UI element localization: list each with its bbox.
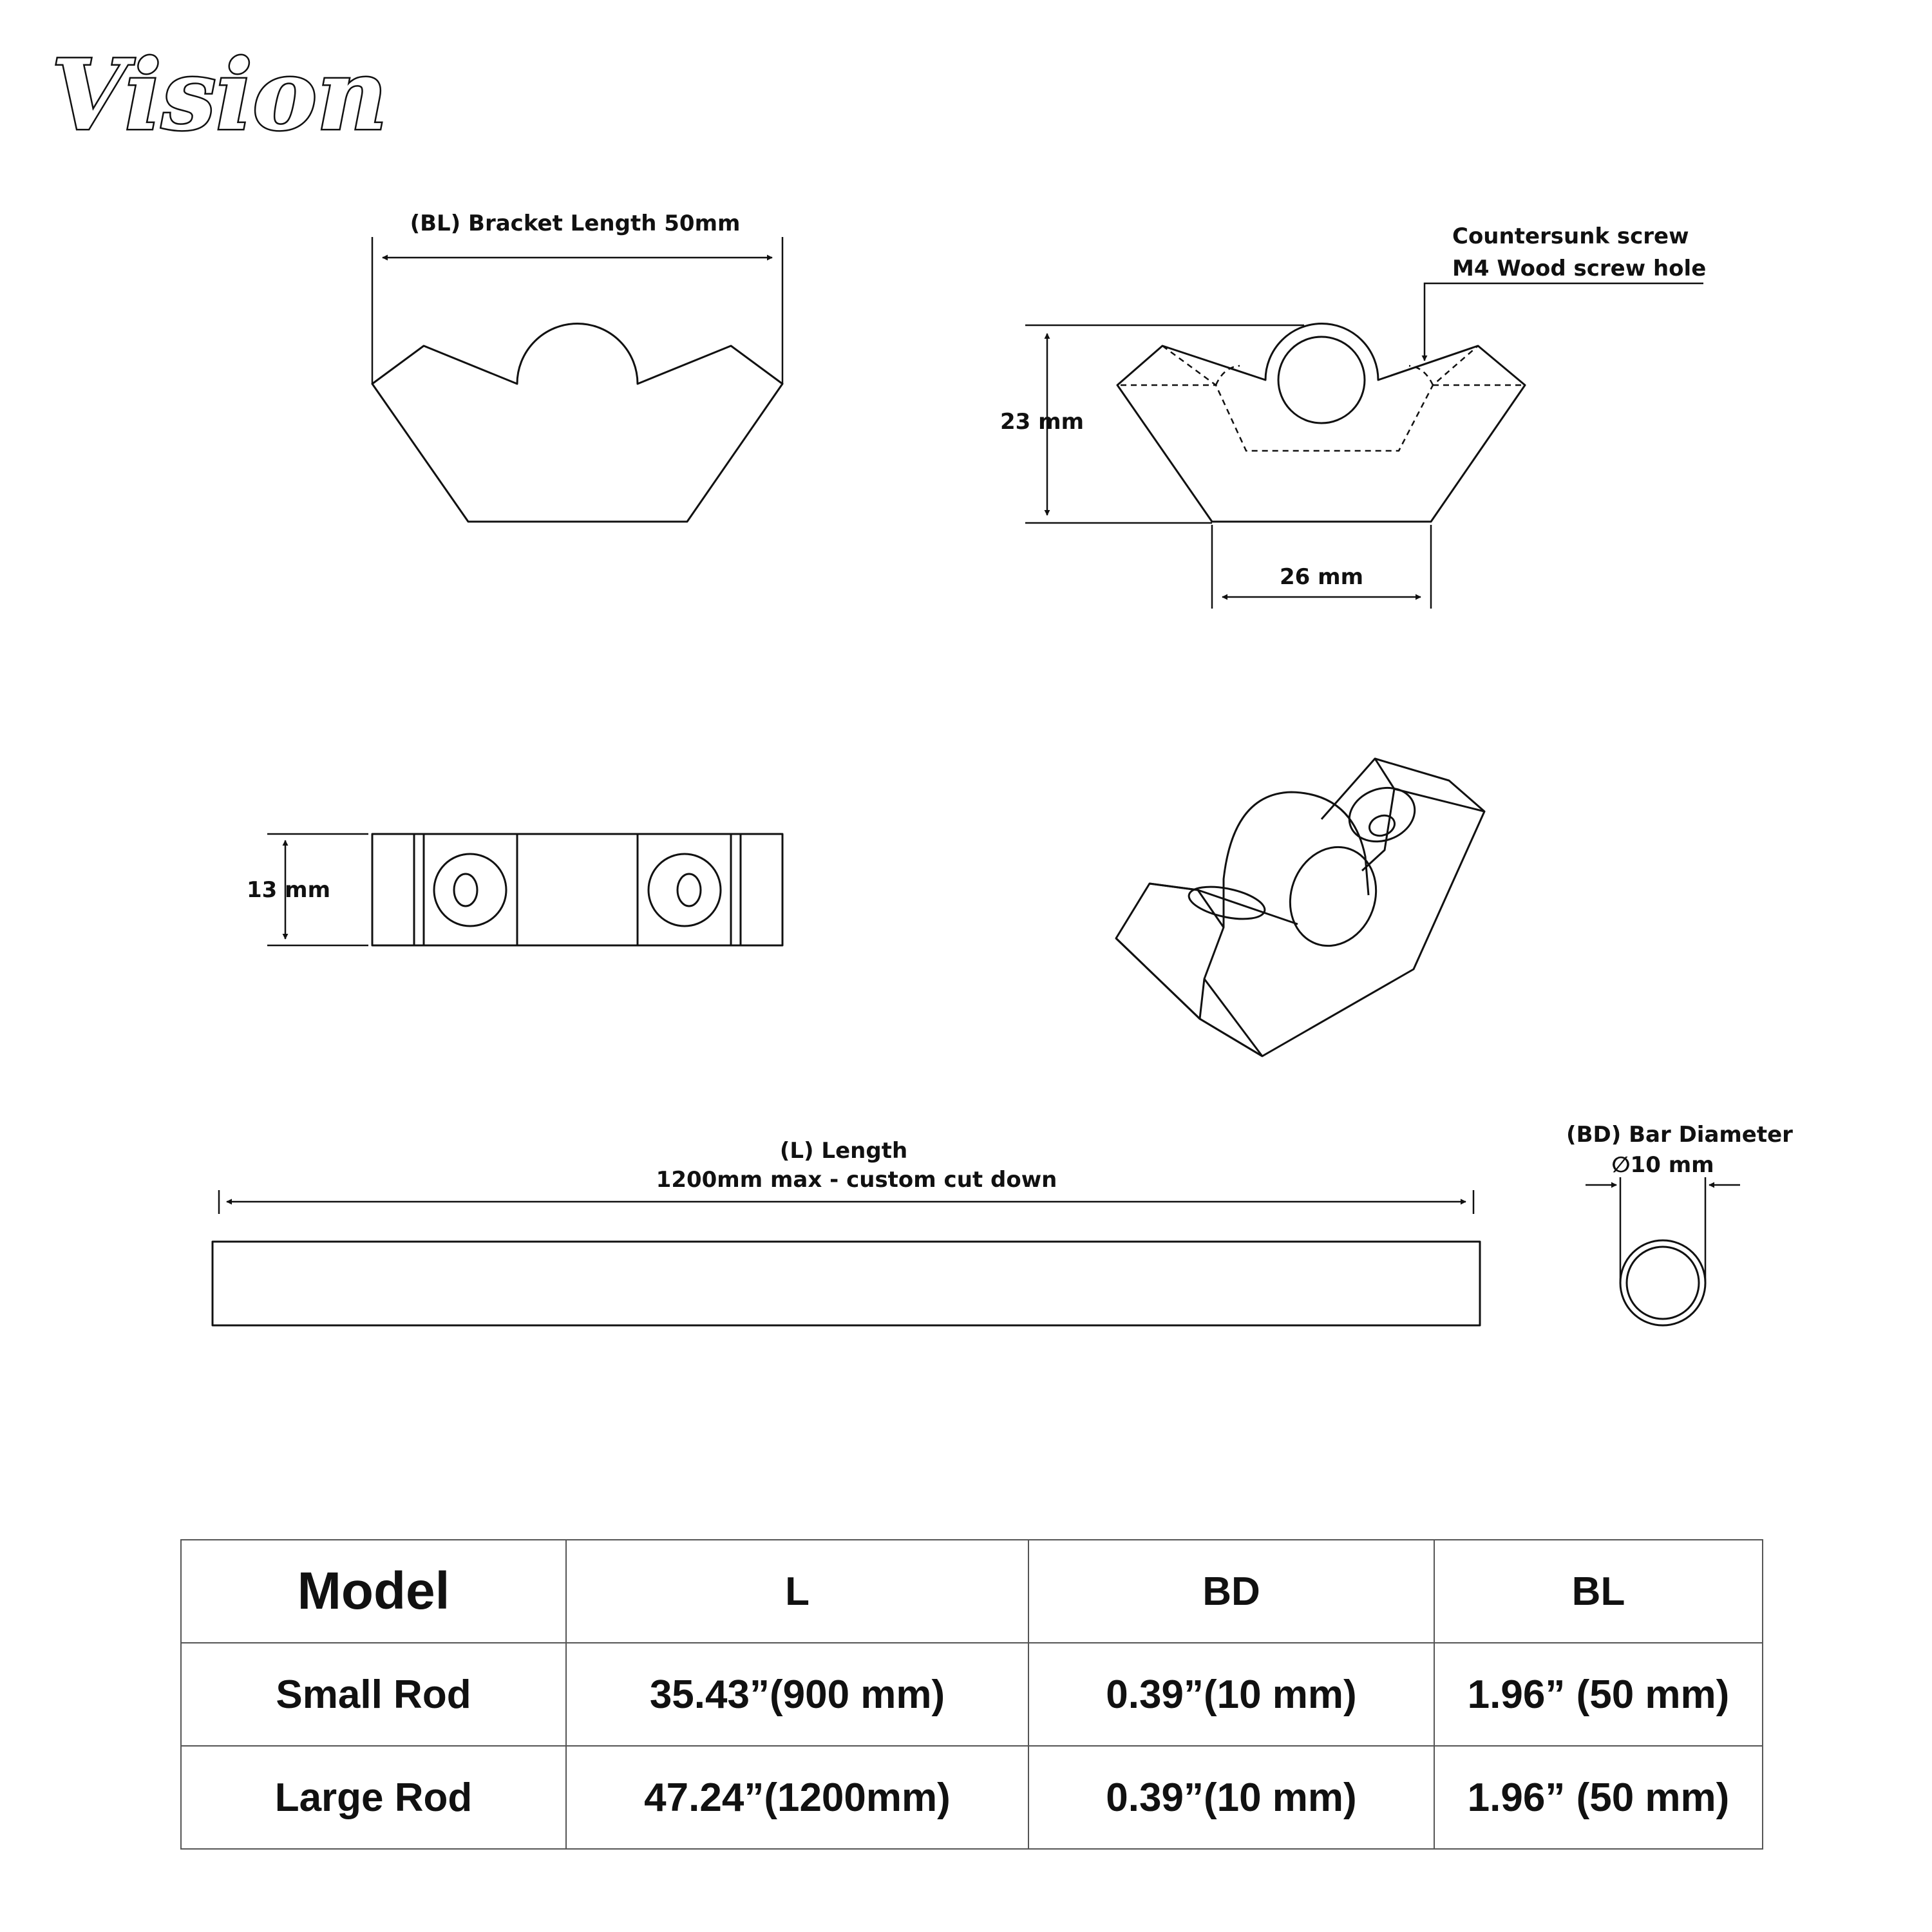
rod-length-label-line1: (L) Length xyxy=(779,1138,908,1164)
header-bracket-length: BL xyxy=(1434,1540,1763,1643)
bar-diameter-cell: 0.39”(10 mm) xyxy=(1028,1643,1434,1746)
iso-right-screw-hole xyxy=(1341,779,1422,851)
iso-rod-hole xyxy=(1276,835,1390,958)
bracket-length-label: (BL) Bracket Length 50mm xyxy=(410,211,741,236)
bracket-length-cell: 1.96” (50 mm) xyxy=(1434,1643,1763,1746)
table-row xyxy=(181,1746,1763,1849)
base-width-label: 26 mm xyxy=(1279,564,1364,590)
table-row xyxy=(181,1643,1763,1746)
model-cell: Small Rod xyxy=(181,1643,566,1746)
screw-note-line2: M4 Wood screw hole xyxy=(1452,256,1707,281)
length-cell: 35.43”(900 mm) xyxy=(566,1643,1028,1746)
bar-diameter-cell: 0.39”(10 mm) xyxy=(1028,1746,1434,1849)
depth-label: 13 mm xyxy=(246,877,331,903)
rod-length-label-line2: 1200mm max - custom cut down xyxy=(656,1167,1057,1193)
screw-hole-right-outer xyxy=(649,854,721,926)
countersink-left xyxy=(1216,366,1240,385)
bracket-front-view xyxy=(372,211,782,522)
bracket-isometric-view xyxy=(1116,759,1484,1056)
screw-note-line1: Countersunk screw xyxy=(1452,223,1689,249)
spec-table-header-row xyxy=(181,1540,1763,1643)
bar-diameter-value: ∅10 mm xyxy=(1611,1152,1714,1178)
bracket-front-outline xyxy=(372,324,782,522)
model-cell: Large Rod xyxy=(181,1746,566,1849)
bar-outer-circle xyxy=(1620,1240,1705,1325)
length-cell: 47.24”(1200mm) xyxy=(566,1746,1028,1849)
iso-left-screw-hole xyxy=(1186,881,1268,925)
height-label: 23 mm xyxy=(999,409,1084,435)
screw-hole-left-inner xyxy=(454,874,477,906)
bar-cross-section xyxy=(1566,1122,1793,1325)
rod-hole-circle xyxy=(1278,337,1365,423)
bracket-side-view xyxy=(1000,223,1706,609)
brand-logo: Vision xyxy=(52,39,388,152)
header-model: Model xyxy=(181,1540,566,1643)
screw-hole-left-outer xyxy=(434,854,506,926)
header-length: L xyxy=(566,1540,1028,1643)
bracket-length-cell: 1.96” (50 mm) xyxy=(1434,1746,1763,1849)
bar-diameter-label: (BD) Bar Diameter xyxy=(1566,1122,1793,1148)
bar-inner-circle xyxy=(1627,1247,1699,1319)
spec-table xyxy=(180,1539,1763,1850)
rod-view xyxy=(213,1138,1480,1325)
iso-body-outline xyxy=(1116,759,1484,1056)
screw-hole-right-inner xyxy=(677,874,701,906)
header-bar-diameter: BD xyxy=(1028,1540,1434,1643)
rod-outline xyxy=(213,1242,1480,1325)
bracket-top-view xyxy=(247,834,782,945)
iso-left-wing xyxy=(1116,884,1224,1019)
